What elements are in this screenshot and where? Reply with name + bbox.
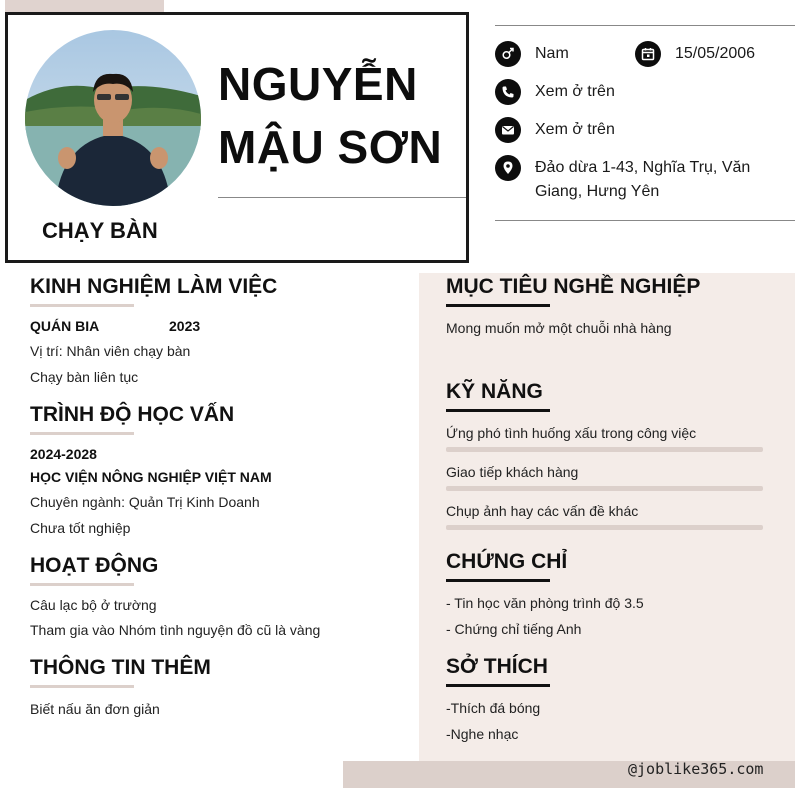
watermark: @joblike365.com [628,760,764,778]
certificate-item: - Tin học văn phòng trình độ 3.5 [446,595,644,611]
certificates-underline [446,579,550,582]
experience-company: QUÁN BIA [30,318,100,334]
contact-divider-bottom [495,220,795,221]
skill-bar [446,525,763,530]
contact-divider-top [495,25,795,26]
experience-position: Vị trí: Nhân viên chạy bàn [30,343,191,359]
activities-underline [30,583,134,586]
skills-heading: KỸ NĂNG [446,380,543,403]
skill-bar [446,447,763,452]
skill-item: Giao tiếp khách hàng [446,464,579,480]
skill-bar [446,486,763,491]
profile-photo [25,30,201,206]
name-divider [218,197,466,198]
calendar-icon [635,41,661,67]
education-underline [30,432,134,435]
experience-heading: KINH NGHIỆM LÀM VIỆC [30,275,278,298]
hobbies-heading: SỞ THÍCH [446,655,548,678]
experience-description: Chạy bàn liên tục [30,369,139,385]
location-icon [495,155,521,181]
birthdate-value: 15/05/2006 [675,45,756,62]
address-line-2: Giang, Hưng Yên [535,183,660,200]
experience-year: 2023 [169,318,201,334]
activities-heading: HOẠT ĐỘNG [30,554,159,577]
education-school: HỌC VIỆN NÔNG NGHIỆP VIỆT NAM [30,469,272,485]
experience-underline [30,304,134,307]
certificates-heading: CHỨNG CHỈ [446,550,568,573]
hobbies-underline [446,684,550,687]
skill-item: Ứng phó tình huống xấu trong công việc [446,425,697,441]
job-title: CHẠY BÀN [42,218,158,243]
additional-info-text: Biết nấu ăn đơn giản [30,701,160,717]
activity-item: Câu lạc bộ ở trường [30,597,157,613]
address-line-1: Đảo dừa 1-43, Nghĩa Trụ, Văn [535,159,751,176]
candidate-name-line-1: NGUYỄN [218,58,418,110]
education-status: Chưa tốt nghiệp [30,520,131,536]
hobby-item: -Nghe nhạc [446,726,519,742]
gender-value: Nam [535,45,569,62]
activity-item: Tham gia vào Nhóm tình nguyện đồ cũ là vàng [30,622,321,638]
email-icon [495,117,521,143]
additional-info-heading: THÔNG TIN THÊM [30,656,211,679]
phone-icon [495,79,521,105]
skill-item: Chụp ảnh hay các vấn đề khác [446,503,639,519]
candidate-name-line-2: MẬU SƠN [218,121,443,173]
skills-underline [446,409,550,412]
objective-text: Mong muốn mở một chuỗi nhà hàng [446,320,672,336]
hobby-item: -Thích đá bóng [446,700,541,716]
education-years: 2024-2028 [30,446,97,462]
education-major: Chuyên ngành: Quản Trị Kinh Doanh [30,494,260,510]
email-value: Xem ở trên [535,121,615,138]
avatar [25,30,201,206]
certificate-item: - Chứng chỉ tiếng Anh [446,621,582,637]
additional-info-underline [30,685,134,688]
objective-underline [446,304,550,307]
objective-heading: MỤC TIÊU NGHỀ NGHIỆP [446,275,701,298]
gender-icon [495,41,521,67]
phone-value: Xem ở trên [535,83,615,100]
education-heading: TRÌNH ĐỘ HỌC VẤN [30,403,235,426]
